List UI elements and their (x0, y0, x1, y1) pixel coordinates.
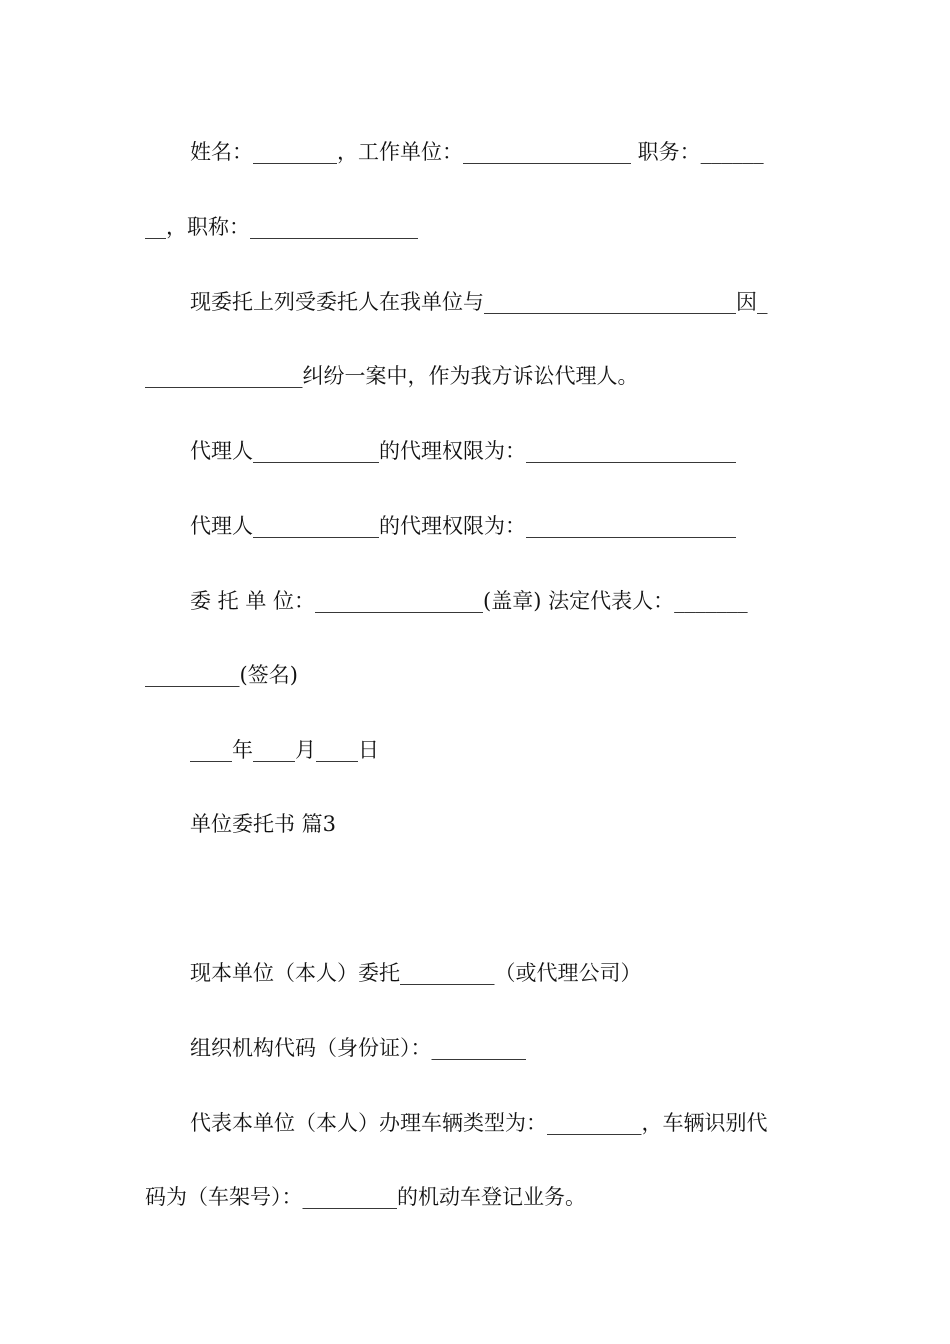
text-line-delegate: 现本单位（本人）委托_________（或代理公司） (190, 961, 642, 985)
text-line-vin: 码为（车架号）：_________的机动车登记业务。 (145, 1185, 586, 1209)
section-heading: 单位委托书 篇3 (190, 812, 337, 836)
text-line-agent-2: 代理人____________的代理权限为：____________________ (190, 514, 736, 538)
text-line-title: __，职称：________________ (145, 215, 418, 239)
text-line-dispute: _______________纠纷一案中，作为我方诉讼代理人。 (145, 364, 639, 388)
text-line-agent-1: 代理人____________的代理权限为：____________________ (190, 439, 736, 463)
text-line-signature: _________(签名) (145, 663, 298, 687)
text-line-entrusting-unit: 委 托 单 位：________________(盖章) 法定代表人：_______ (190, 589, 748, 613)
text-line-entrust: 现委托上列受委托人在我单位与________________________因_ (190, 290, 768, 314)
text-line-date: ____年____月____日 (190, 738, 379, 762)
text-line-name-workplace: 姓名：________，工作单位：________________ 职务：______ (190, 140, 764, 164)
text-line-vehicle-type: 代表本单位（本人）办理车辆类型为：_________，车辆识别代 (190, 1111, 768, 1135)
text-line-org-code: 组织机构代码（身份证）：_________ (190, 1036, 526, 1060)
